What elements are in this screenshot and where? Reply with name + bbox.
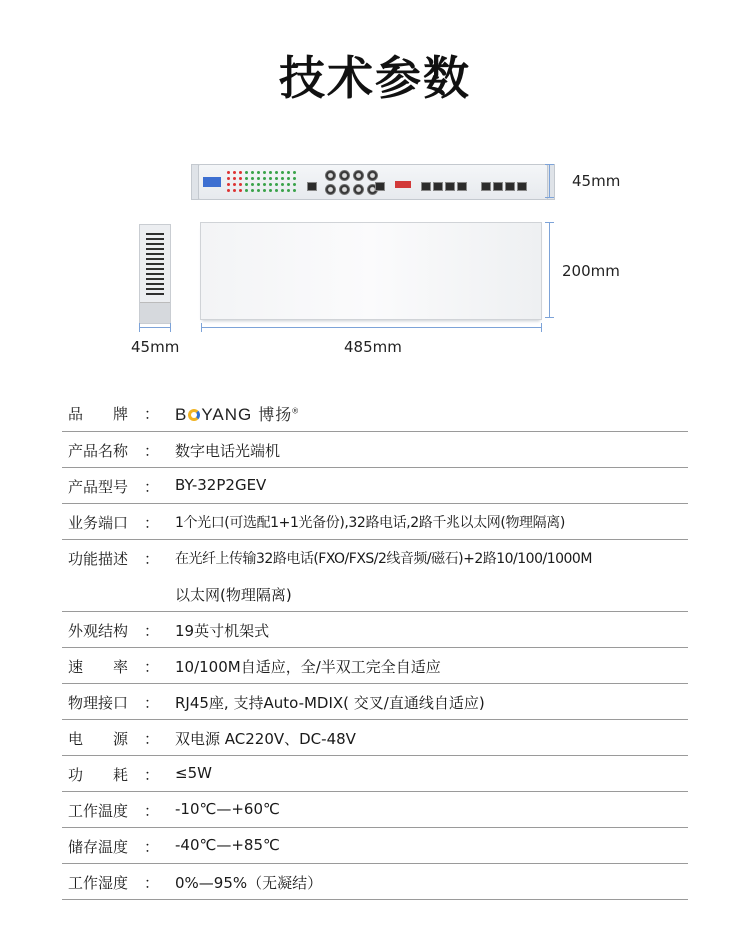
spec-colon: ： [144, 478, 160, 496]
led-indicator [269, 177, 272, 180]
dim-depth-label: 200mm [562, 262, 620, 280]
brand-cn-name: 博扬 [258, 405, 293, 424]
spec-key: 工作温度 [68, 802, 129, 820]
led-indicator [233, 171, 236, 174]
spec-colon: ： [144, 730, 160, 748]
dim-tick [541, 323, 542, 332]
led-indicator [269, 183, 272, 186]
spec-value: 19英寸机架式 [175, 622, 270, 640]
spec-value: 双电源 AC220V、DC-48V [175, 730, 356, 748]
spec-colon: ： [144, 622, 160, 640]
vent-slot [146, 278, 164, 280]
spec-key: 储存温度 [68, 838, 129, 856]
led-indicator [239, 189, 242, 192]
page-title: 技术参数 [279, 51, 471, 105]
dim-tick [545, 197, 554, 198]
vent-slot [146, 288, 164, 290]
led-indicator [275, 177, 278, 180]
vent-slot [146, 293, 164, 295]
spec-colon: ： [144, 550, 160, 568]
spec-value: BY-32P2GEV [175, 476, 267, 494]
spec-row [62, 828, 688, 864]
spec-key: 电 源 [68, 730, 129, 748]
led-indicator [245, 171, 248, 174]
led-indicator [233, 183, 236, 186]
spec-row [62, 864, 688, 900]
spec-value: 10/100M自适应，全/半双工完全自适应 [175, 658, 441, 676]
spec-row-brand [62, 394, 688, 432]
rj45-port-icon [375, 182, 385, 191]
led-indicator [251, 189, 254, 192]
spec-value: -10℃—+60℃ [175, 800, 280, 818]
spec-colon: ： [144, 405, 160, 423]
led-indicator [239, 183, 242, 186]
led-indicator [251, 183, 254, 186]
dim-tick [545, 317, 554, 318]
rj45-port-icon [445, 182, 455, 191]
rj45-port-icon [481, 182, 491, 191]
led-indicator [275, 183, 278, 186]
spec-value: -40℃—+85℃ [175, 836, 280, 854]
brand-logo: B YANG 博扬® [175, 405, 300, 424]
spec-row [62, 720, 688, 756]
spec-key: 功 耗 [68, 766, 129, 784]
led-indicator [245, 177, 248, 180]
led-indicator [269, 171, 272, 174]
vent-slot [146, 268, 164, 270]
dim-side-label: 45mm [131, 338, 180, 356]
dim-tick [170, 323, 171, 332]
front-logo-plate [203, 177, 221, 187]
led-indicator [257, 183, 260, 186]
led-indicator [239, 177, 242, 180]
dim-height-label: 45mm [572, 172, 621, 190]
led-indicator [281, 171, 284, 174]
led-indicator [245, 189, 248, 192]
spec-key: 功能描述 [68, 550, 129, 568]
spec-colon: ： [144, 514, 160, 532]
led-indicator [245, 183, 248, 186]
vent-slot [146, 233, 164, 235]
led-indicator [269, 189, 272, 192]
spec-value: ≤5W [175, 764, 212, 782]
rj45-port-icon [457, 182, 467, 191]
vent-slot [146, 253, 164, 255]
spec-row [62, 756, 688, 792]
rack-ear-left [191, 164, 199, 200]
spec-key: 工作湿度 [68, 874, 129, 892]
vent-slot [146, 243, 164, 245]
led-indicator [257, 177, 260, 180]
spec-table [62, 394, 688, 900]
vent-slot [146, 273, 164, 275]
spec-colon: ： [144, 838, 160, 856]
spec-colon: ： [144, 802, 160, 820]
dim-tick [201, 323, 202, 332]
spec-key: 业务端口 [68, 514, 129, 532]
spec-key: 产品名称 [68, 442, 129, 460]
spec-row [62, 792, 688, 828]
led-indicator [227, 177, 230, 180]
spec-colon: ： [144, 694, 160, 712]
spec-row [62, 468, 688, 504]
led-indicator [257, 171, 260, 174]
led-indicator [227, 171, 230, 174]
spec-row [62, 540, 688, 612]
rj45-port-icon [517, 182, 527, 191]
dim-line-side [139, 327, 171, 328]
spec-value: RJ45座, 支持Auto-MDIX( 交叉/直通线自适应) [175, 694, 485, 712]
led-indicator [227, 183, 230, 186]
rj45-port-icon [307, 182, 317, 191]
led-indicator [263, 177, 266, 180]
led-indicator [281, 183, 284, 186]
spec-row [62, 504, 688, 540]
rj45-port-icon [421, 182, 431, 191]
dim-line-width [201, 327, 542, 328]
led-indicator [275, 171, 278, 174]
spec-colon: ： [144, 658, 160, 676]
spec-row [62, 432, 688, 468]
spec-key: 产品型号 [68, 478, 129, 496]
spec-value-line2: 以太网(物理隔离) [175, 586, 292, 604]
device-front-panel [198, 164, 548, 200]
spec-value: 数字电话光端机 [175, 442, 281, 460]
vent-slot [146, 263, 164, 265]
vent-slot [146, 248, 164, 250]
bnc-port-icon [325, 170, 336, 181]
led-indicator [233, 189, 236, 192]
spec-colon: ： [144, 766, 160, 784]
led-indicator [287, 189, 290, 192]
dim-tick [545, 222, 554, 223]
bnc-port-icon [339, 170, 350, 181]
vent-slot [146, 258, 164, 260]
spec-value: 0%—95%（无凝结） [175, 874, 323, 892]
vent-slot [146, 238, 164, 240]
vent-slot [146, 283, 164, 285]
dim-line-height [549, 164, 550, 198]
logo-ring-icon [188, 409, 200, 421]
led-indicator [257, 189, 260, 192]
dim-line-depth [549, 222, 550, 318]
rj45-port-icon [505, 182, 515, 191]
led-indicator [233, 177, 236, 180]
device-top-view [200, 222, 542, 320]
spec-value: 在光纤上传输32路电话(FXO/FXS/2线音频/磁石)+2路10/100/1000M [175, 551, 592, 567]
bnc-port-icon [325, 184, 336, 195]
spec-row [62, 612, 688, 648]
led-indicator [263, 171, 266, 174]
led-indicator [227, 189, 230, 192]
registered-mark: ® [292, 406, 300, 416]
led-indicator [287, 183, 290, 186]
led-indicator [293, 171, 296, 174]
spec-key: 速 率 [68, 658, 129, 676]
led-indicator [293, 177, 296, 180]
led-indicator [293, 183, 296, 186]
led-indicator [239, 171, 242, 174]
rack-bracket [140, 302, 170, 323]
spec-colon: ： [144, 874, 160, 892]
spec-key: 品 牌 [68, 405, 129, 423]
led-indicator [263, 183, 266, 186]
led-indicator [275, 189, 278, 192]
device-side-view [139, 224, 171, 324]
spec-value: 1个光口(可选配1+1光备份),32路电话,2路千兆以太网(物理隔离) [175, 515, 565, 531]
led-indicator [287, 171, 290, 174]
spec-key: 物理接口 [68, 694, 129, 712]
led-indicator [281, 189, 284, 192]
bnc-port-icon [339, 184, 350, 195]
led-indicator [281, 177, 284, 180]
dim-tick [545, 164, 554, 165]
status-leds [227, 171, 299, 195]
dip-switch [395, 181, 411, 188]
spec-row [62, 648, 688, 684]
rj45-port-icon [433, 182, 443, 191]
spec-key: 外观结构 [68, 622, 129, 640]
led-indicator [287, 177, 290, 180]
bnc-port-icon [353, 184, 364, 195]
dim-width-label: 485mm [344, 338, 402, 356]
spec-row [62, 684, 688, 720]
led-indicator [293, 189, 296, 192]
led-indicator [251, 177, 254, 180]
led-indicator [251, 171, 254, 174]
spec-colon: ： [144, 442, 160, 460]
bnc-port-icon [367, 170, 378, 181]
dim-tick [139, 323, 140, 332]
bnc-port-icon [353, 170, 364, 181]
rj45-port-icon [493, 182, 503, 191]
led-indicator [263, 189, 266, 192]
